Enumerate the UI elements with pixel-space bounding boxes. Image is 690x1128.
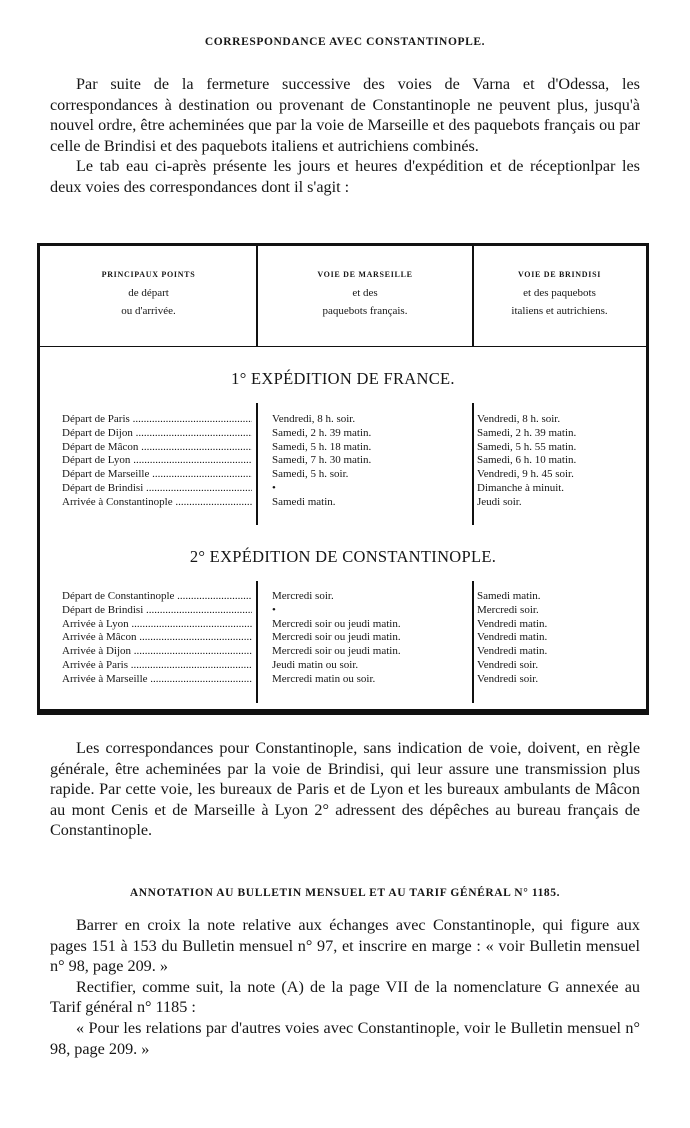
point-cell: Départ de Mâcon .....: [62, 441, 252, 455]
brindisi-cell: Mercredi soir.: [477, 603, 539, 616]
schedule-table: [37, 243, 649, 715]
point-cell: Arrivée à Constantinople .....: [62, 496, 252, 510]
header-brindisi-line3: italiens et autrichiens.: [511, 305, 608, 317]
table-header: [40, 246, 646, 347]
header-marseille-line1: VOIE DE MARSEILLE: [317, 270, 413, 279]
header-col-marseille: [257, 246, 473, 346]
marseille-cell: Samedi, 5 h. 18 matin.: [272, 440, 372, 453]
marseille-cell: Vendredi, 8 h. soir.: [272, 413, 356, 425]
table-row: [40, 645, 646, 659]
outro-paragraph: Les correspondances pour Constantinople, sans indication de voie, doivent, en règle générale, être acheminées par la voie de Brindisi, qui leur assure une transmission plus rapide. Par cette voie, les bureaux de Paris et de Lyon et les bureaux ambulants de Mâcon au mont Cenis et de Marseille à Lyon 2° adressent des dépêches au bureau français de Constantinople.: [50, 739, 640, 840]
page-title: CORRESPONDANCE AVEC CONSTANTINOPLE.: [204, 36, 486, 48]
header-points-line1: PRINCIPAUX POINTS: [101, 270, 196, 279]
table-row: [40, 618, 646, 632]
brindisi-cell: Samedi, 2 h. 39 matin.: [477, 426, 577, 439]
annotation-title: ANNOTATION AU BULLETIN MENSUEL ET AU TARIF GÉNÉRAL N° 1185.: [129, 887, 561, 899]
brindisi-cell: Samedi, 5 h. 55 matin.: [477, 440, 577, 453]
brindisi-cell: Vendredi matin.: [477, 617, 548, 630]
marseille-cell: Mercredi soir ou jeudi matin.: [272, 617, 401, 630]
header-col-brindisi: [473, 246, 646, 346]
column-divider: [472, 246, 474, 346]
marseille-cell: Samedi, 7 h. 30 matin.: [272, 454, 372, 467]
header-marseille-line2: et des: [352, 287, 378, 299]
brindisi-cell: Vendredi matin.: [477, 631, 548, 644]
section-rows-constantinople: [40, 590, 646, 687]
marseille-cell: Samedi, 5 h. soir.: [272, 468, 349, 481]
point-cell: Arrivée à Marseille .....: [62, 673, 252, 687]
outro-text: [50, 738, 640, 841]
table-row: [40, 673, 646, 687]
header-brindisi-line2: et des paquebots: [523, 287, 596, 299]
marseille-cell: Jeudi matin ou soir.: [272, 658, 359, 671]
section-title-constantinople: 2° EXPÉDITION DE CONSTANTINOPLE.: [189, 547, 497, 566]
table-row: [40, 441, 646, 455]
table-row: [40, 631, 646, 645]
header-marseille-line3: paquebots français.: [322, 305, 408, 317]
point-cell: Arrivée à Mâcon .....: [62, 631, 252, 645]
brindisi-cell: Samedi, 6 h. 10 matin.: [477, 454, 577, 467]
table-row: [40, 427, 646, 441]
table-row: [40, 468, 646, 482]
brindisi-cell: Samedi matin.: [477, 590, 541, 602]
table-row: [40, 454, 646, 468]
marseille-cell: Mercredi matin ou soir.: [272, 672, 376, 685]
point-cell: Départ de Lyon .....: [62, 454, 252, 468]
marseille-cell: Mercredi soir.: [272, 590, 334, 602]
table-row: [40, 482, 646, 496]
point-cell: Départ de Marseille .....: [62, 468, 252, 482]
header-col-points: [40, 246, 257, 346]
brindisi-cell: Vendredi matin.: [477, 645, 548, 658]
annotation-paragraph-2: Rectifier, comme suit, la note (A) de la page VII de la nomenclature G annexée au Tarif général n° 1185 :: [50, 977, 640, 1017]
brindisi-cell: Vendredi, 9 h. 45 soir.: [477, 468, 574, 481]
brindisi-cell: Vendredi soir.: [477, 658, 539, 671]
table-row: [40, 590, 646, 604]
point-cell: Arrivée à Lyon .....: [62, 618, 252, 632]
marseille-cell: •: [272, 481, 276, 494]
annotation-paragraph-3: « Pour les relations par d'autres voies avec Constantinople, voir le Bulletin mensuel n° 98, page 209. »: [50, 1018, 640, 1058]
brindisi-cell: Vendredi, 8 h. soir.: [477, 413, 561, 425]
annotation-paragraph-1: Barrer en croix la note relative aux échanges avec Constantinople, qui figure aux pages 151 à 153 du Bulletin mensuel n° 97, et inscrire en marge : « voir Bulletin mensuel n° 98, page 209. »: [50, 916, 640, 976]
intro-text: [50, 74, 640, 198]
marseille-cell: •: [272, 603, 276, 616]
point-cell: Arrivée à Dijon .....: [62, 645, 252, 659]
table-row: [40, 659, 646, 673]
header-points-line2: de départ: [128, 287, 169, 299]
annotation-text: [50, 915, 640, 1059]
point-cell: Arrivée à Paris .....: [62, 659, 252, 673]
point-cell: Départ de Paris .....: [62, 413, 252, 427]
brindisi-cell: Vendredi soir.: [477, 672, 539, 685]
point-cell: Départ de Brindisi .....: [62, 482, 252, 496]
marseille-cell: Samedi matin.: [272, 495, 336, 508]
table-row: [40, 496, 646, 510]
section-title-france: 1° EXPÉDITION DE FRANCE.: [231, 369, 455, 388]
table-row: [40, 604, 646, 618]
point-cell: Départ de Brindisi .....: [62, 604, 252, 618]
point-cell: Départ de Dijon .....: [62, 427, 252, 441]
point-cell: Départ de Constantinople .....: [62, 590, 252, 604]
marseille-cell: Samedi, 2 h. 39 matin.: [272, 426, 372, 439]
intro-paragraph-2: Le tab eau ci-après présente les jours et heures d'expédition et de réceptionlpar les deux voies des correspondances dont il s'agit :: [50, 157, 640, 196]
column-divider: [256, 246, 258, 346]
intro-paragraph-1: Par suite de la fermeture successive des voies de Varna et d'Odessa, les correspondances à destination ou provenant de Constantinople ne peuvent plus, jusqu'à nouvel ordre, être acheminées que par la voie de Marseille et des paquebots français ou par celle de Brindisi et des paquebots italiens et autrichiens combinés.: [50, 75, 640, 155]
brindisi-cell: Dimanche à minuit.: [477, 481, 565, 494]
header-points-line3: ou d'arrivée.: [121, 305, 176, 317]
section-rows-france: [40, 413, 646, 510]
marseille-cell: Mercredi soir ou jeudi matin.: [272, 645, 401, 658]
header-brindisi-line1: VOIE DE BRINDISI: [517, 270, 602, 279]
brindisi-cell: Jeudi soir.: [477, 495, 522, 508]
table-row: [40, 413, 646, 427]
marseille-cell: Mercredi soir ou jeudi matin.: [272, 631, 401, 644]
